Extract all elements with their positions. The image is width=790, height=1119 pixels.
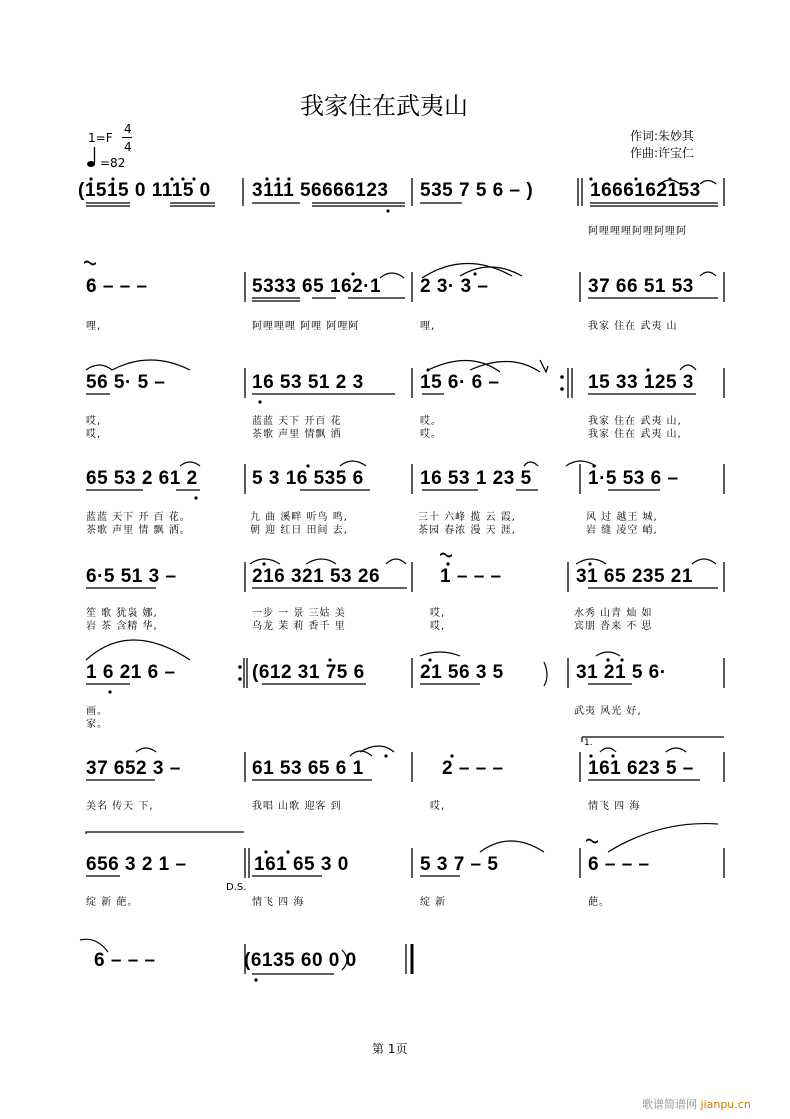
lyric-5-3a: 哎,	[430, 608, 446, 619]
measure-6-1: 1 6 21 6 –	[86, 662, 176, 683]
key-signature: 1=F	[88, 131, 113, 145]
lyric-8-4: 葩。	[588, 897, 610, 908]
page-number: 第 1页	[372, 1042, 408, 1056]
lyric-4-1a: 蓝蓝 天下 开 百 花。	[86, 512, 191, 523]
lyric-3-4a: 我家 住在 武夷 山,	[588, 416, 682, 427]
lyric-4-3b: 茶园 春浓 漫 天 涯,	[418, 525, 516, 536]
lyric-7-4: 情飞 四 海	[588, 801, 641, 812]
lyric-5-1a: 笙 歌 犹袅 娜,	[86, 608, 158, 619]
measure-3-3: 15 6· 6 –	[420, 372, 500, 393]
lyric-3-4b: 我家 住在 武夷 山,	[588, 429, 682, 440]
page-title: 我家住在武夷山	[300, 92, 468, 120]
measure-4-1: 65 53 2 61 2	[86, 468, 198, 489]
lyric-5-2b: 乌龙 茉 莉 香千 里	[252, 621, 346, 632]
measure-4-3: 16 53 1 23 5	[420, 468, 532, 489]
lyric-3-1a: 哎,	[86, 416, 102, 427]
lyric-5-4b: 宾朋 沓来 不 思	[574, 621, 653, 632]
measure-8-4: 6 – – –	[588, 854, 650, 875]
measure-6-2: (612 31 75 6	[252, 662, 365, 683]
lyric-3-2a: 蓝蓝 天下 开百 花	[252, 416, 342, 427]
measure-4-4: 1·5 53 6 –	[588, 468, 679, 489]
measure-2-1: 6 – – –	[86, 276, 148, 297]
measure-3-1: 56 5· 5 –	[86, 372, 166, 393]
measure-3-2: 16 53 51 2 3	[252, 372, 364, 393]
measure-8-1: 656 3 2 1 –	[86, 854, 187, 875]
measure-4-2: 5 3 16 535 6	[252, 468, 364, 489]
lyric-5-3b: 哎,	[430, 621, 446, 632]
measure-1-3: 535 7 5 6 – )	[420, 180, 534, 201]
measure-5-2: 216 321 53 26	[252, 566, 381, 587]
composer-credit: 作曲:许宝仁	[630, 146, 695, 160]
lyric-7-3: 哎,	[430, 801, 446, 812]
lyric-4-2a: 九 曲 溪畔 听鸟 鸣,	[250, 512, 348, 523]
measure-5-4: 31 65 235 21	[576, 566, 693, 587]
watermark: 歌谱简谱网 jianpu.cn	[642, 1098, 751, 1111]
lyric-7-1: 美名 传天 下,	[86, 801, 154, 812]
lyric-3-3a: 哎。	[420, 416, 442, 427]
measure-7-1: 37 652 3 –	[86, 758, 181, 779]
measure-6-4: 31 21 5 6·	[576, 662, 667, 683]
lyric-5-4a: 水秀 山青 灿 如	[574, 608, 653, 619]
lyric-1-4: 阿哩哩哩阿哩阿哩阿	[588, 226, 687, 237]
lyric-4-2b: 朝 迎 红日 田间 去,	[250, 525, 348, 536]
time-signature-bottom: 4	[124, 140, 132, 154]
measure-9-2: (6135 60 0 0	[244, 950, 357, 971]
lyric-8-3: 绽 新	[420, 897, 447, 908]
lyric-2-2: 阿哩哩哩 阿哩 阿哩阿	[252, 321, 360, 332]
lyric-5-2a: 一步 一 景 三姑 美	[252, 608, 346, 619]
lyric-8-2: 情飞 四 海	[252, 897, 305, 908]
lyric-2-4: 我家 住在 武夷 山	[588, 321, 678, 332]
lyric-4-4b: 岩 缝 凌空 峭,	[586, 525, 658, 536]
measure-2-3: 2 3· 3 –	[420, 276, 489, 297]
time-signature-top: 4	[124, 122, 132, 136]
lyricist-credit: 作词:朱妙其	[630, 129, 695, 143]
lyric-4-4a: 风 过 越王 城,	[586, 512, 658, 523]
measure-7-2: 61 53 65 6 1	[252, 758, 364, 779]
measure-1-2: 3111 56666123	[252, 180, 389, 201]
lyric-2-3: 哩,	[420, 321, 436, 332]
measure-3-4: 15 33 125 3	[588, 372, 694, 393]
dal-segno: D.S.	[226, 882, 247, 893]
measure-9-1: 6 – – –	[94, 950, 156, 971]
measure-2-2: 5333 65 162·1	[252, 276, 382, 297]
lyric-6-4a: 武夷 风光 好,	[574, 706, 642, 717]
measure-1-4: 1666162153	[590, 180, 701, 201]
measure-8-2: 161 65 3 0	[254, 854, 349, 875]
lyric-3-3b: 哎。	[420, 429, 442, 440]
measure-2-4: 37 66 51 53	[588, 276, 694, 297]
lyric-8-1: 绽 新 葩。	[86, 897, 139, 908]
measure-5-3: 1 – – –	[440, 566, 502, 587]
lyric-5-1b: 岩 茶 含精 华,	[86, 621, 158, 632]
lyric-2-1: 哩,	[86, 321, 102, 332]
lyric-4-3a: 三十 六峰 揽 云 霞,	[418, 512, 516, 523]
lyric-6-1a: 画。	[86, 706, 108, 717]
lyric-7-2: 我唱 山歌 迎客 到	[252, 801, 342, 812]
measure-7-3: 2 – – –	[442, 758, 504, 779]
measure-5-1: 6·5 51 3 –	[86, 566, 177, 587]
lyric-4-1b: 茶歌 声里 情 飘 洒。	[86, 525, 191, 536]
measure-8-3: 5 3 7 – 5	[420, 854, 499, 875]
volta-1: 1.	[584, 738, 593, 748]
lyric-3-1b: 哎,	[86, 429, 102, 440]
measure-1-1: (1515 0 1115 0	[78, 180, 211, 201]
lyric-6-1b: 家。	[86, 719, 108, 730]
measure-6-3: 21 56 3 5	[420, 662, 504, 683]
lyric-3-2b: 茶歌 声里 情飘 洒	[252, 429, 342, 440]
measure-7-4: 161 623 5 –	[588, 758, 694, 779]
tempo-marking: =82	[100, 156, 126, 170]
